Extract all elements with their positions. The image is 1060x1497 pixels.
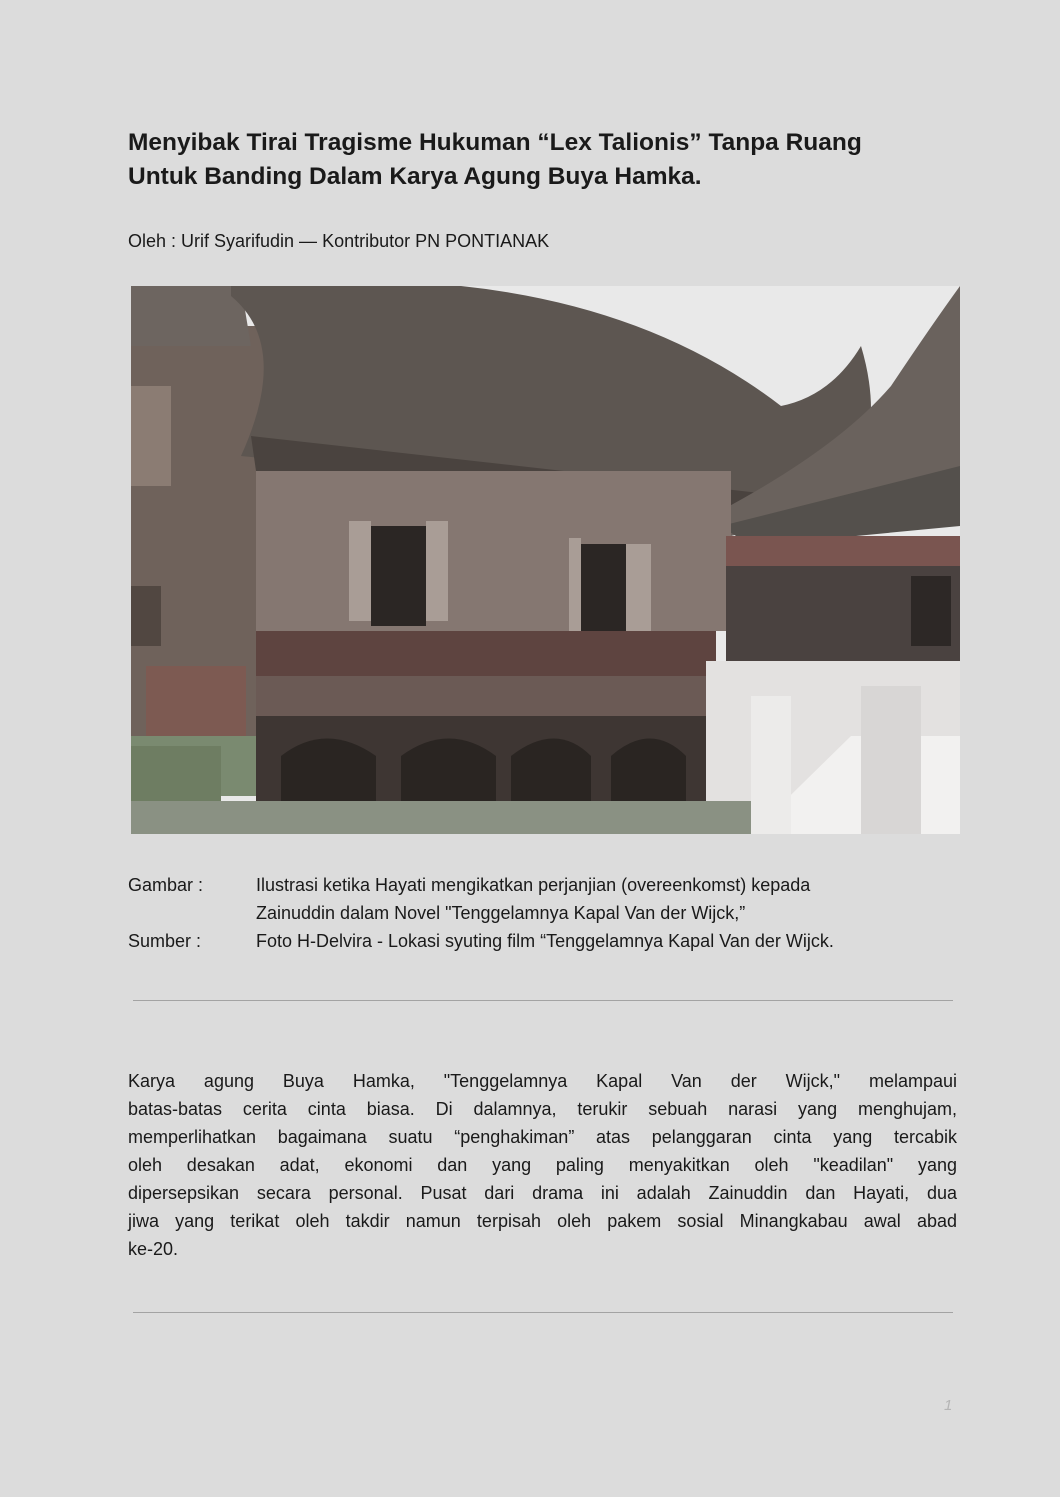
caption-gambar-text — [256, 871, 958, 927]
caption-sumber-row — [128, 927, 958, 955]
article-title — [128, 126, 948, 194]
page-number: 1 — [944, 1397, 953, 1414]
divider-bottom — [133, 1312, 953, 1313]
body-paragraph — [128, 1067, 957, 1263]
caption-gambar-line: Zainuddin dalam Novel "Tenggelamnya Kapal Van der Wijck,” — [256, 903, 746, 923]
body-line: Karya agung Buya Hamka, "Tenggelamnya Kapal Van der Wijck," melampaui — [128, 1071, 957, 1091]
body-line: oleh desakan adat, ekonomi dan yang paling menyakitkan oleh "keadilan" yang — [128, 1155, 957, 1175]
caption-sumber-text — [256, 927, 958, 955]
byline: Oleh : Urif Syarifudin — Kontributor PN PONTIANAK — [128, 231, 550, 251]
body-line: batas-batas cerita cinta biasa. Di dalamnya, terukir sebuah narasi yang menghujam, — [128, 1099, 957, 1119]
body-line: memperlihatkan bagaimana suatu “penghakiman” atas pelanggaran cinta yang tercabik — [128, 1127, 957, 1147]
divider-top — [133, 1000, 953, 1001]
caption-sumber-label: Sumber : — [128, 931, 202, 951]
caption-gambar-line: Ilustrasi ketika Hayati mengikatkan perjanjian (overeenkomst) kepada — [256, 875, 811, 895]
body-line: jiwa yang terikat oleh takdir namun terpisah oleh pakem sosial Minangkabau awal abad — [128, 1211, 957, 1231]
photo-rumah-gadang — [131, 286, 960, 834]
caption-gambar-label: Gambar : — [128, 875, 204, 895]
caption-gambar-row — [128, 871, 958, 927]
title-line: Menyibak Tirai Tragisme Hukuman “Lex Talionis” Tanpa Ruang — [128, 129, 862, 156]
caption-sumber-line: Foto H-Delvira - Lokasi syuting film “Tenggelamnya Kapal Van der Wijck. — [256, 931, 834, 951]
body-line: dipersepsikan secara personal. Pusat dari drama ini adalah Zainuddin dan Hayati, dua — [128, 1183, 957, 1203]
figure-caption — [128, 871, 958, 955]
body-line: ke-20. — [128, 1239, 179, 1259]
title-line: Untuk Banding Dalam Karya Agung Buya Hamka. — [128, 163, 702, 190]
